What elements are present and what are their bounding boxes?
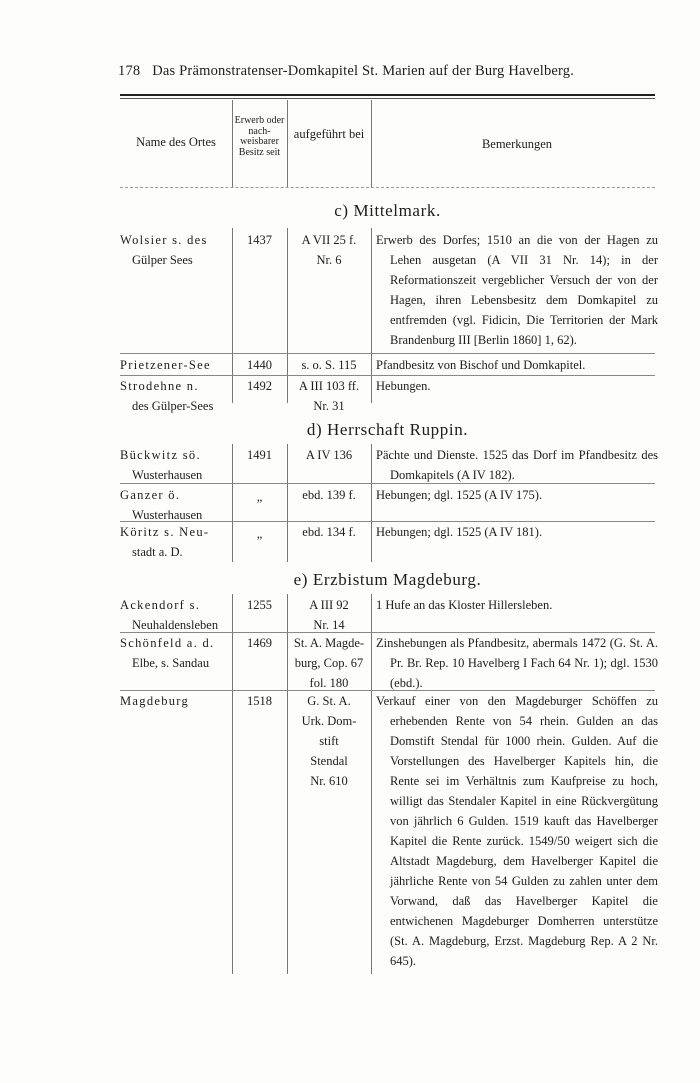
column-header-name: Name des Ortes — [136, 135, 216, 149]
column-header-erwerb: Erwerb oder nach- weisbarer Besitz seit — [234, 115, 285, 158]
table-row-place: Prietzener-See — [120, 358, 211, 372]
page-number: 178 — [118, 63, 141, 79]
running-title: Das Prämonstratenser-Domkapitel St. Marien auf der Burg Havelberg. — [152, 63, 575, 79]
section-heading-mittelmark: c) Mittelmark. — [334, 201, 441, 220]
row-divider — [120, 483, 655, 484]
table-row-note: Zinshebungen als Pfandbesitz, abermals 1472 (G. St. A. Pr. Br. Rep. 10 Havelberg I Fach 64 Nr. 1); dgl. 1530 (ebd.). — [376, 636, 658, 690]
table-row-note: Hebungen; dgl. 1525 (A IV 181). — [376, 525, 543, 539]
table-row-note: Pächte und Dienste. 1525 das Dorf im Pfandbesitz des Domkapitels (A IV 182). — [376, 448, 658, 482]
table-row-year: „ — [256, 490, 263, 504]
column-divider — [371, 100, 372, 187]
table-row-place: Ackendorf s. Neuhaldensleben — [120, 598, 219, 632]
table-row-ref: ebd. 139 f. — [302, 488, 356, 502]
table-row-note: Erwerb des Dorfes; 1510 an die von der Hagen zu Lehen ausgetan (A VII 31 Nr. 14); in der Reformationszeit vergeblicher Versuch der von der Hagen, ihren Lebensbesitz dem Domkapitel zu entfremden (vgl. Fidicin, Die Territorien der Mark Brandenburg III [Berlin 1860] 1, 62). — [376, 233, 658, 347]
section-heading-ruppin: d) Herrschaft Ruppin. — [306, 420, 469, 439]
table-row-note: Hebungen; dgl. 1525 (A IV 175). — [376, 488, 543, 502]
column-divider — [232, 100, 233, 187]
table-row-ref: A VII 25 f. Nr. 6 — [301, 233, 357, 267]
table-row-place: Ganzer ö. Wusterhausen — [120, 488, 203, 522]
column-header-bemerkungen: Bemerkungen — [481, 137, 553, 151]
row-divider — [120, 353, 655, 354]
table-row-year: 1492 — [247, 379, 272, 393]
column-divider — [371, 594, 372, 974]
table-row-note: Pfandbesitz von Bischof und Domkapitel. — [376, 358, 586, 372]
table-row-place: Schönfeld a. d. Elbe, s. Sandau — [120, 636, 215, 670]
table-row-ref: s. o. S. 115 — [301, 358, 357, 372]
header-rule-thin — [120, 98, 655, 99]
table-row-ref: St. A. Magde- burg, Cop. 67 fol. 180 — [293, 636, 365, 690]
table-row-ref: A III 92 Nr. 14 — [309, 598, 349, 632]
header-rule — [120, 94, 655, 96]
table-row-ref: ebd. 134 f. — [302, 525, 356, 539]
column-divider — [371, 444, 372, 562]
table-row-note: Verkauf einer von den Magdeburger Schöffen zu erhebenden Rente von 54 rhein. Gulden an das Domstift Stendal für 1000 rhein. Gulden. Auf die Vorstellungen des Havelberger Kapitels hin, die Rente sei im Verhältnis zum Kaufpreise zu hoch, willigt das Stendaler Kapitel in eine Rückvergütung von jährlich 6 Gulden. 1519 kauft das Havelberger Kapitel die Rente zurück. 1549/50 weigert sich die Altstadt Magdeburg, dem Havelberger Kapitel die jährliche Rente von 54 Gulden zu zahlen unter dem Vorwand, daß das Havelberger Kapitel die entwichenen Magdeburger Domherren unterstütze (St. A. Magdeburg, Erzst. Magdeburg Rep. A 2 Nr. 645). — [376, 694, 658, 968]
column-header-aufgefuehrt: aufgeführt bei — [293, 127, 365, 141]
table-row-note: Hebungen. — [376, 379, 431, 393]
table-row-place: Strodehne n. des Gülper-Sees — [120, 379, 214, 413]
table-row-year: 1469 — [247, 636, 272, 650]
table-row-place: Magdeburg — [120, 694, 190, 708]
section-heading-magdeburg: e) Erzbistum Magdeburg. — [293, 570, 482, 589]
table-row-place: Bückwitz sö. Wusterhausen — [120, 448, 203, 482]
table-row-ref: A IV 136 — [305, 448, 353, 462]
table-row-ref: G. St. A. Urk. Dom- stift Stendal Nr. 610 — [301, 694, 357, 788]
table-row-place: Köritz s. Neu- stadt a. D. — [120, 525, 210, 559]
table-row-year: 1491 — [247, 448, 272, 462]
table-row-year: 1518 — [247, 694, 272, 708]
table-row-year: 1255 — [247, 598, 272, 612]
column-divider — [287, 100, 288, 187]
table-row-year: 1437 — [247, 233, 272, 247]
column-divider — [371, 228, 372, 403]
running-header — [118, 63, 658, 80]
table-row-place: Wolsier s. des Gülper Sees — [120, 233, 208, 267]
table-row-year: „ — [256, 527, 263, 541]
table-row-ref: A III 103 ff. Nr. 31 — [298, 379, 360, 413]
table-row-year: 1440 — [247, 358, 272, 372]
column-header-rule — [120, 187, 655, 188]
table-row-note: 1 Hufe an das Kloster Hillersleben. — [376, 598, 553, 612]
